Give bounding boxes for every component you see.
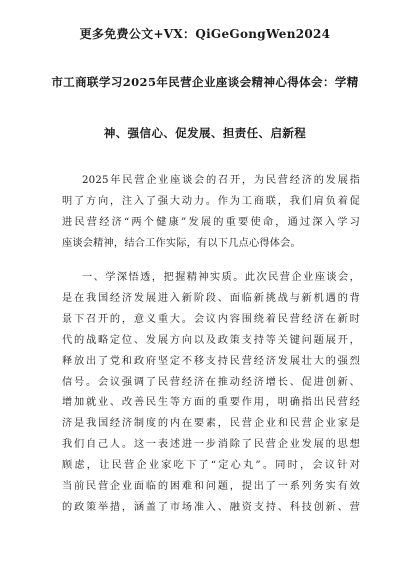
paragraph-intro: [62, 171, 360, 255]
paragraph-line: 的政策举措，涵盖了市场准入、融资支持、科技创新、营: [62, 501, 360, 513]
paragraph-line: 顾虑，让民营企业家吃下了“定心丸”。同时，会议针对: [62, 460, 360, 472]
document-title-line-2: 神、强信心、促发展、担责任、启新程: [103, 126, 307, 140]
paragraph-line: 信号。会议强调了民营经济在推动经济增长、促进创新、: [62, 376, 360, 388]
promo-header: 更多免费公文+VX：QiGeGongWen2024: [79, 27, 331, 41]
paragraph-line: 释放出了党和政府坚定不移支持民营经济发展壮大的强烈: [62, 355, 360, 367]
paragraph-line: 2025年民营企业座谈会的召开，为民营经济的发展指: [82, 175, 360, 186]
paragraph-line: 是在我国经济发展进入新阶段、面临新挑战与新机遇的背: [62, 292, 360, 304]
paragraph-line: 当前民营企业面临的困难和问题，提出了一系列务实有效: [62, 481, 360, 493]
paragraph-line: 济是我国经济制度的内在要素，民营企业和民营企业家是: [62, 418, 360, 430]
document-title-line-1: 市工商联学习2025年民营企业座谈会精神心得体会：学精: [51, 75, 359, 89]
paragraph-line: 座谈会精神，结合工作实际，有以下几点心得体会。: [62, 237, 301, 249]
paragraph-line: 一、学深悟透，把握精神实质。此次民营企业座谈会，: [82, 272, 360, 283]
paragraph-line: 进民营经济“两个健康”发展的重要使命，通过深入学习: [62, 216, 360, 228]
paragraph-line: 景下召开的，意义重大。会议内容围绕着民营经济在新时: [62, 313, 360, 325]
paragraph-section-one: [62, 268, 360, 519]
paragraph-line: 明了方向，注入了强大动力。作为工商联，我们肩负着促: [62, 195, 360, 207]
paragraph-line: 增加就业、改善民生等方面的重要作用，明确指出民营经: [62, 397, 360, 409]
paragraph-line: 我们自己人。这一表述进一步消除了民营企业发展的思想: [62, 439, 360, 451]
paragraph-line: 代的战略定位、发展方向以及政策支持等关键问题展开，: [62, 334, 360, 346]
